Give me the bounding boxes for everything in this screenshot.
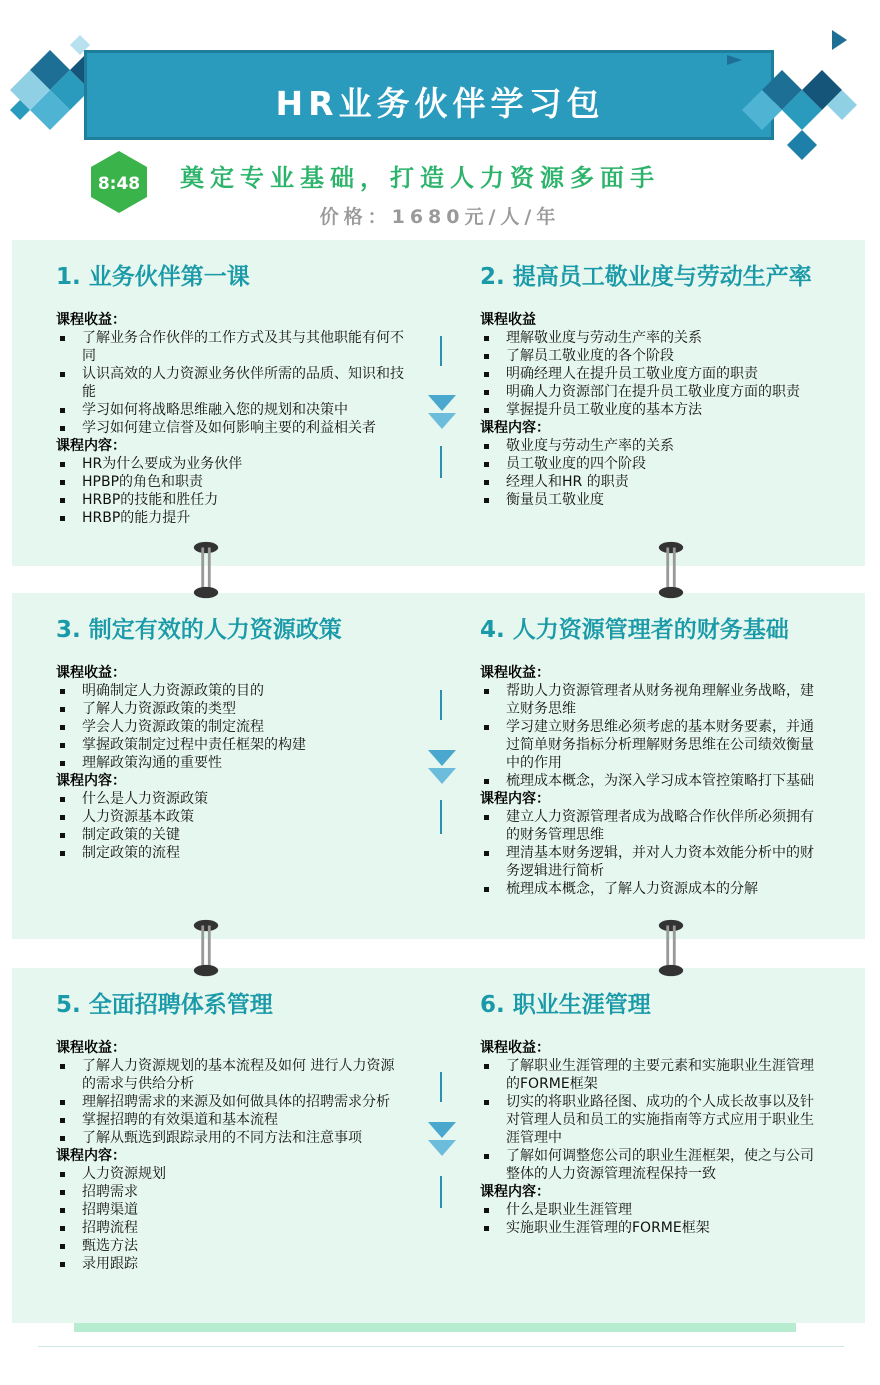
benefits-label: 课程收益 [480, 312, 536, 328]
divider-line [440, 1072, 442, 1102]
list-item: 了解人力资源政策的类型 [56, 700, 406, 718]
benefits-label: 课程收益： [56, 312, 126, 328]
list-item: 招聘需求 [56, 1183, 406, 1201]
list-item: 掌握政策制定过程中责任框架的构建 [56, 736, 406, 754]
list-item: 实施职业生涯管理的FORME框架 [480, 1219, 825, 1237]
list-item: 衡量员工敬业度 [480, 491, 825, 509]
list-item: 招聘流程 [56, 1219, 406, 1237]
arrow-down-icon [428, 750, 456, 786]
footer-divider [38, 1346, 844, 1347]
list-item: 认识高效的人力资源业务伙伴所需的品质、知识和技能 [56, 365, 406, 401]
list-item: 了解从甄选到跟踪录用的不同方法和注意事项 [56, 1129, 406, 1147]
list-item: 学习如何建立信誉及如何影响主要的利益相关者 [56, 419, 406, 437]
course-title: 6. 职业生涯管理 [480, 992, 651, 1018]
course-title: 1. 业务伙伴第一课 [56, 264, 250, 290]
list-item: 掌握招聘的有效渠道和基本流程 [56, 1111, 406, 1129]
list-item: 理解敬业度与劳动生产率的关系 [480, 329, 825, 347]
list-item: 人力资源规划 [56, 1165, 406, 1183]
list-item: HR为什么要成为业务伙伴 [56, 455, 406, 473]
course-block-5 [56, 986, 406, 1273]
course-block-1 [56, 258, 406, 527]
list-item: 员工敬业度的四个阶段 [480, 455, 825, 473]
logo-text: 8:48 [97, 174, 141, 194]
benefits-list [56, 682, 406, 772]
benefits-list [480, 329, 825, 419]
list-item: 录用跟踪 [56, 1255, 406, 1273]
content-label: 课程内容： [56, 1148, 126, 1164]
list-item: 什么是职业生涯管理 [480, 1201, 825, 1219]
divider-line [440, 800, 442, 834]
divider-line [440, 336, 442, 366]
course-title: 3. 制定有效的人力资源政策 [56, 617, 342, 643]
benefits-label: 课程收益： [56, 665, 126, 681]
price-text: 价格：1680元/人/年 [319, 206, 561, 228]
course-title: 2. 提高员工敬业度与劳动生产率 [480, 264, 812, 290]
course-title: 4. 人力资源管理者的财务基础 [480, 617, 789, 643]
footer-bar [74, 1323, 796, 1332]
list-item: 制定政策的流程 [56, 844, 406, 862]
list-item: 了解职业生涯管理的主要元素和实施职业生涯管理的FORME框架 [480, 1057, 825, 1093]
list-item: 了解业务合作伙伴的工作方式及其与其他职能有何不同 [56, 329, 406, 365]
content-list [480, 808, 825, 898]
list-item: HPBP的角色和职责 [56, 473, 406, 491]
course-block-2 [480, 258, 825, 509]
list-item: 了解人力资源规划的基本流程及如何 进行人力资源的需求与供给分析 [56, 1057, 406, 1093]
list-item: 掌握提升员工敬业度的基本方法 [480, 401, 825, 419]
content-label: 课程内容： [480, 1184, 550, 1200]
list-item: 理解招聘需求的来源及如何做具体的招聘需求分析 [56, 1093, 406, 1111]
divider-line [440, 690, 442, 720]
benefits-list [56, 329, 406, 437]
course-title: 5. 全面招聘体系管理 [56, 992, 273, 1018]
list-item: 了解如何调整您公司的职业生涯框架，使之与公司整体的人力资源管理流程保持一致 [480, 1147, 825, 1183]
content-label: 课程内容： [480, 420, 550, 436]
list-item: 学习建立财务思维必须考虑的基本财务要素，并通过简单财务指标分析理解财务思维在公司绩效衡量中的作用 [480, 718, 825, 772]
course-block-6 [480, 986, 825, 1237]
list-item: 明确经理人在提升员工敬业度方面的职责 [480, 365, 825, 383]
benefits-list [480, 1057, 825, 1183]
list-item: HRBP的能力提升 [56, 509, 406, 527]
list-item: 甄选方法 [56, 1237, 406, 1255]
content-label: 课程内容： [56, 773, 126, 789]
benefits-label: 课程收益： [480, 1040, 550, 1056]
list-item: 梳理成本概念，了解人力资源成本的分解 [480, 880, 825, 898]
arrow-down-icon [428, 395, 456, 431]
header-banner [0, 0, 880, 160]
list-item: 学会人力资源政策的制定流程 [56, 718, 406, 736]
list-item: HRBP的技能和胜任力 [56, 491, 406, 509]
list-item: 经理人和HR 的职责 [480, 473, 825, 491]
content-list [56, 1165, 406, 1273]
course-block-3 [56, 611, 406, 862]
content-list [56, 455, 406, 527]
connector-pin-icon [191, 918, 221, 978]
list-item: 人力资源基本政策 [56, 808, 406, 826]
list-item: 帮助人力资源管理者从财务视角理解业务战略，建立财务思维 [480, 682, 825, 718]
list-item: 什么是人力资源政策 [56, 790, 406, 808]
content-list [56, 790, 406, 862]
benefits-label: 课程收益： [56, 1040, 126, 1056]
list-item: 理清基本财务逻辑，并对人力资本效能分析中的财务逻辑进行简析 [480, 844, 825, 880]
list-item: 明确制定人力资源政策的目的 [56, 682, 406, 700]
list-item: 学习如何将战略思维融入您的规划和决策中 [56, 401, 406, 419]
course-block-4 [480, 611, 825, 898]
list-item: 建立人力资源管理者成为战略合作伙伴所必须拥有的财务管理思维 [480, 808, 825, 844]
content-label: 课程内容： [480, 791, 550, 807]
content-list [480, 1201, 825, 1237]
arrow-down-icon [428, 1122, 456, 1158]
benefits-list [56, 1057, 406, 1147]
connector-pin-icon [656, 540, 686, 600]
connector-pin-icon [191, 540, 221, 600]
list-item: 明确人力资源部门在提升员工敬业度方面的职责 [480, 383, 825, 401]
list-item: 了解员工敬业度的各个阶段 [480, 347, 825, 365]
content-label: 课程内容： [56, 438, 126, 454]
benefits-label: 课程收益： [480, 665, 550, 681]
list-item: 招聘渠道 [56, 1201, 406, 1219]
content-list [480, 437, 825, 509]
connector-pin-icon [656, 918, 686, 978]
list-item: 理解政策沟通的重要性 [56, 754, 406, 772]
divider-line [440, 1176, 442, 1208]
list-item: 制定政策的关键 [56, 826, 406, 844]
divider-line [440, 446, 442, 478]
list-item: 敬业度与劳动生产率的关系 [480, 437, 825, 455]
benefits-list [480, 682, 825, 790]
page-title: HR业务伙伴学习包 [275, 84, 605, 123]
tagline: 奠定专业基础，打造人力资源多面手 [180, 164, 660, 192]
list-item: 切实的将职业路径图、成功的个人成长故事以及针对管理人员和员工的实施指南等方式应用于职业生涯管理中 [480, 1093, 825, 1147]
list-item: 梳理成本概念，为深入学习成本管控策略打下基础 [480, 772, 825, 790]
